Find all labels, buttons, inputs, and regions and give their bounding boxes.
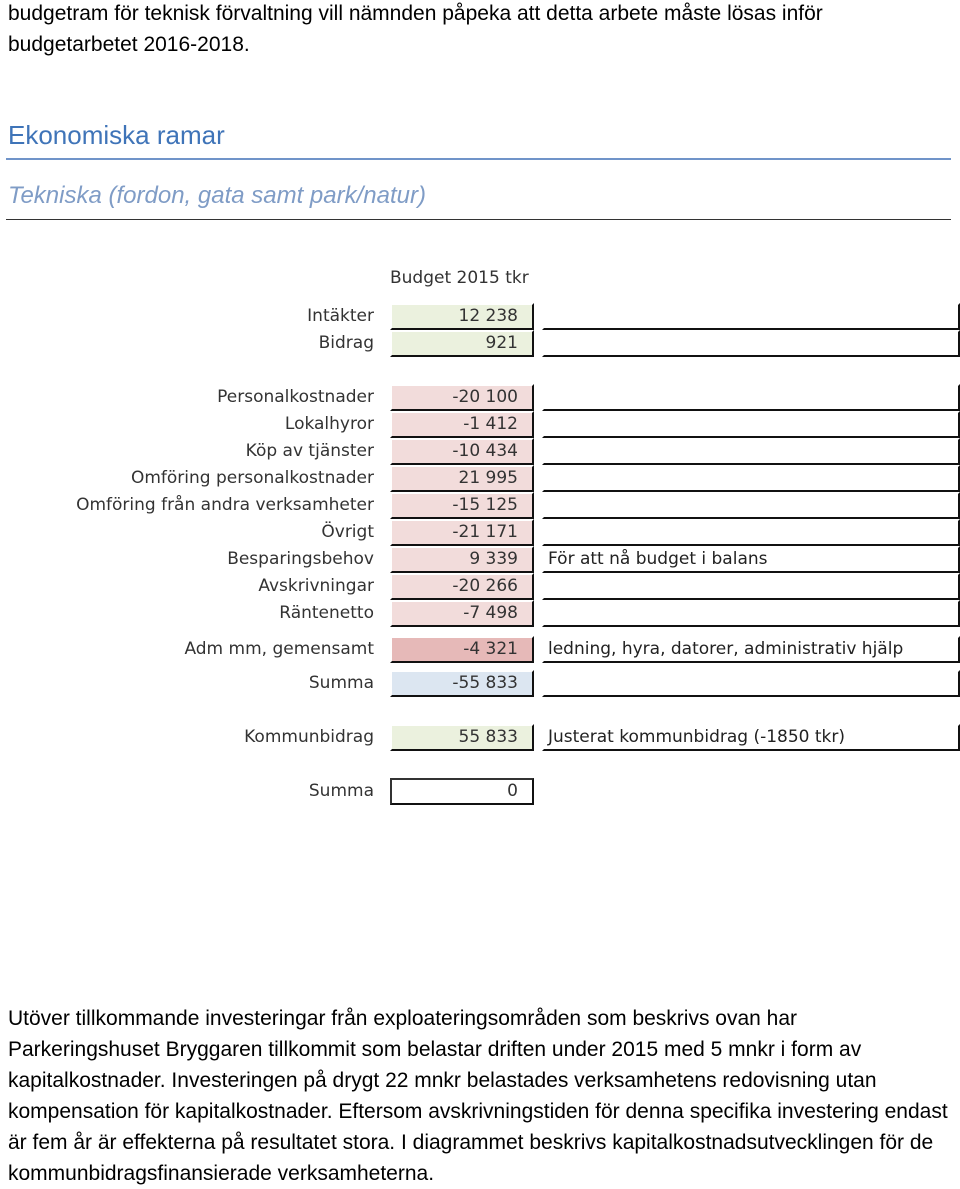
table-row (0, 573, 960, 600)
table-row (0, 330, 960, 357)
row-note (542, 573, 960, 600)
row-value: -4 321 (390, 636, 534, 663)
table-row (0, 465, 960, 492)
intro-paragraph: budgetram för teknisk förvaltning vill nämnden påpeka att detta arbete måste lösas inför budgetarbetet 2016-2018. (8, 2, 823, 56)
table-row (0, 492, 960, 519)
outro-paragraph: Utöver tillkommande investeringar från exploateringsområden som beskrivs ovan har Parkeringshuset Bryggaren tillkommit som belastar driften under 2015 med 5 mnkr i form av kapitalkostnader. Investeringen på drygt 22 mnkr belastades verksamhetens redovisning utan kompensation för kapitalkostnader. Eftersom avskrivningstiden för denna specifika investering endast är fem år är effekterna på resultatet stora. I diagrammet beskrivs kapitalkostnadsutvecklingen för de kommunbidragsfinansierade verksamheterna. (8, 1007, 948, 1185)
table-row (0, 303, 960, 330)
row-value: 921 (390, 330, 534, 357)
row-note (542, 465, 960, 492)
row-note (542, 411, 960, 438)
row-label: Kommunbidrag (244, 727, 374, 747)
heading-rule (6, 158, 951, 160)
section-subheading: Tekniska (fordon, gata samt park/natur) (8, 182, 426, 209)
row-value: -55 833 (390, 670, 534, 697)
table-row (0, 636, 960, 663)
table-row (0, 546, 960, 573)
table-row (0, 411, 960, 438)
row-value: -1 412 (390, 411, 534, 438)
row-value: -15 125 (390, 492, 534, 519)
row-label: Köp av tjänster (245, 441, 374, 461)
table-row (0, 384, 960, 411)
row-label: Intäkter (307, 306, 374, 326)
row-note (542, 438, 960, 465)
row-note: Justerat kommunbidrag (-1850 tkr) (542, 724, 960, 751)
row-label: Personalkostnader (217, 387, 374, 407)
table-row (0, 519, 960, 546)
row-label: Bidrag (318, 333, 374, 353)
row-note (542, 303, 960, 330)
row-value: -21 171 (390, 519, 534, 546)
row-value: -20 266 (390, 573, 534, 600)
row-value: -20 100 (390, 384, 534, 411)
row-label: Summa (308, 781, 374, 801)
budget-column-header: Budget 2015 tkr (390, 268, 529, 288)
row-note: För att nå budget i balans (542, 546, 960, 573)
row-label: Besparingsbehov (227, 549, 374, 569)
table-row (0, 438, 960, 465)
row-label: Avskrivningar (258, 576, 374, 596)
row-label: Övrigt (321, 522, 374, 542)
row-note (542, 519, 960, 546)
section-heading: Ekonomiska ramar (8, 120, 225, 150)
table-row (0, 724, 960, 751)
row-value: 21 995 (390, 465, 534, 492)
row-label: Räntenetto (279, 603, 374, 623)
row-value: -7 498 (390, 600, 534, 627)
row-label: Lokalhyror (284, 414, 374, 434)
row-label: Omföring från andra verksamheter (76, 495, 374, 515)
subheading-rule (6, 219, 951, 220)
row-note (542, 600, 960, 627)
row-note: ledning, hyra, datorer, administrativ hjälp (542, 636, 960, 663)
row-note (542, 492, 960, 519)
table-row (0, 670, 960, 697)
row-value: -10 434 (390, 438, 534, 465)
row-value: 55 833 (390, 724, 534, 751)
row-note (542, 670, 960, 697)
table-row (0, 600, 960, 627)
row-label: Summa (308, 673, 374, 693)
row-note (542, 384, 960, 411)
row-value: 9 339 (390, 546, 534, 573)
row-value: 12 238 (390, 303, 534, 330)
row-label: Adm mm, gemensamt (184, 639, 374, 659)
row-note (542, 330, 960, 357)
table-row (0, 778, 960, 805)
row-label: Omföring personalkostnader (130, 468, 374, 488)
row-value: 0 (390, 778, 534, 805)
